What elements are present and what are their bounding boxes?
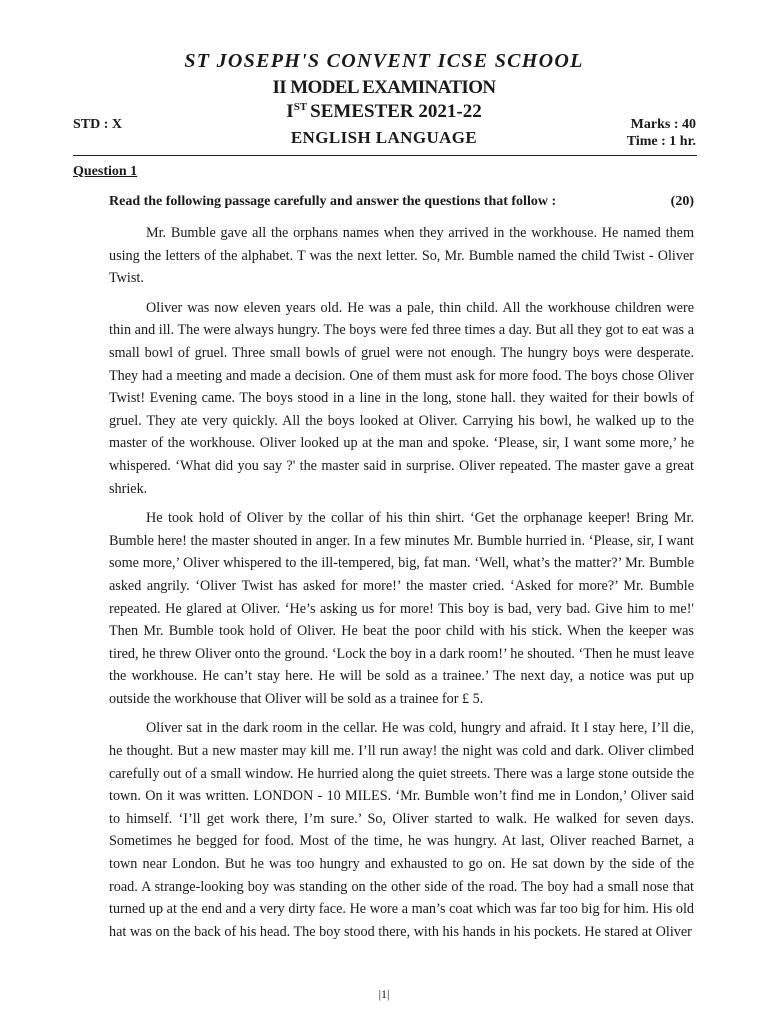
semester-text: SEMESTER 2021-22 — [310, 101, 482, 122]
question-instruction — [109, 194, 694, 210]
question-heading: Question 1 — [73, 164, 138, 179]
semester-superscript: ST — [293, 101, 308, 113]
passage-paragraph: Mr. Bumble gave all the orphans names when they arrived in the workhouse. He named them using the letters of the alphabet. T was the next letter. So, Mr. Bumble named the child Twist - Oliver Twist. — [109, 225, 694, 287]
exam-title: II MODEL EXAMINATION — [272, 77, 496, 98]
instruction-text: Read the following passage carefully and answer the questions that follow : — [109, 194, 557, 209]
passage-paragraph: Oliver sat in the dark room in the cellar. He was cold, hungry and afraid. It I stay here, I’ll die, he thought. But a new master may kill me. I’ll run away! the night was cold and dark. Oliver climbed carefully out of a small window. He hurried along the quiet streets. There was a large stone outside the town. On it was written. LONDON - 10 MILES. ‘Mr. Bumble won’t find me in London,’ Oliver said to himself. ‘I’ll get work there, I’m sure.’ So, Oliver started to walk. He walked for seven days. Sometimes he begged for food. Most of the time, he was hungry. At last, Oliver reached Barnet, a town near London. But he was too hungry and exhausted to go on. He sat down by the side of the road. A strange-looking boy was standing on the other side of the road. The boy had a small nose that turned up at the end and a very dirty face. He wore a man’s coat which was far too big for him. His old hat was on the back of his head. The boy stood there, with his hands in his pockets. He stared at Oliver — [109, 720, 694, 940]
marks-time-block — [600, 116, 696, 150]
marks-label: Marks : 40 — [630, 117, 696, 132]
semester-ordinal: I — [286, 101, 294, 122]
question-marks: (20) — [670, 194, 694, 209]
passage-paragraph: Oliver was now eleven years old. He was a pale, thin child. All the workhouse children were thin and ill. The were always hungry. The boys were fed three times a day. But all they got to eat was a small bowl of gruel. Three small bowls of gruel were not enough. The hungry boys were desperate. They had a meeting and made a decision. One of them must ask for more food. The boys chose Oliver Twist! Evening came. The boys stood in a line in the long, stone hall. they waited for their bowls of gruel. They ate very quickly. All the boys looked at Oliver. Carrying his bowl, he walked up to the master of the workhouse. Oliver looked up at the man and spoke. ‘Please, sir, I want some more,’ he whispered. ‘What did you say ?' the master said in surprise. Oliver repeated. The master gave a great shriek. — [109, 299, 694, 497]
school-name: ST JOSEPH'S CONVENT ICSE SCHOOL — [184, 50, 584, 72]
header-divider — [73, 155, 697, 156]
passage-paragraph: He took hold of Oliver by the collar of his thin shirt. ‘Get the orphanage keeper! Bring Mr. Bumble here! the master shouted in anger. In a few minutes Mr. Bumble hurried in. ‘Please, sir, I want some more,’ Oliver whispered to the ill-tempered, big, fat man. ‘Well, what’s the matter?’ Mr. Bumble asked angrily. ‘Oliver Twist has asked for more!’ the master cried. ‘Asked for more?’ Mr. Bumble repeated. He glared at Oliver. ‘He’s asking us for more! This boy is bad, very bad. Give him to me!' Then Mr. Bumble took hold of Oliver. He beat the poor child with his stick. When the keeper was tired, he threw Oliver onto the ground. ‘Lock the boy in a dark room!’ he shouted. ‘Then he must leave the workhouse. He can’t stay here. He will be sold as a trainee.’ The next day, a notice was put up outside the workhouse that Oliver will be sold as a trainee for £ 5. — [109, 510, 694, 707]
std-label: STD : X — [73, 117, 123, 132]
time-label: Time : 1 hr. — [626, 134, 696, 149]
page-number: |1| — [378, 987, 390, 1001]
subject-title: ENGLISH LANGUAGE — [290, 128, 478, 147]
reading-passage — [109, 222, 694, 950]
